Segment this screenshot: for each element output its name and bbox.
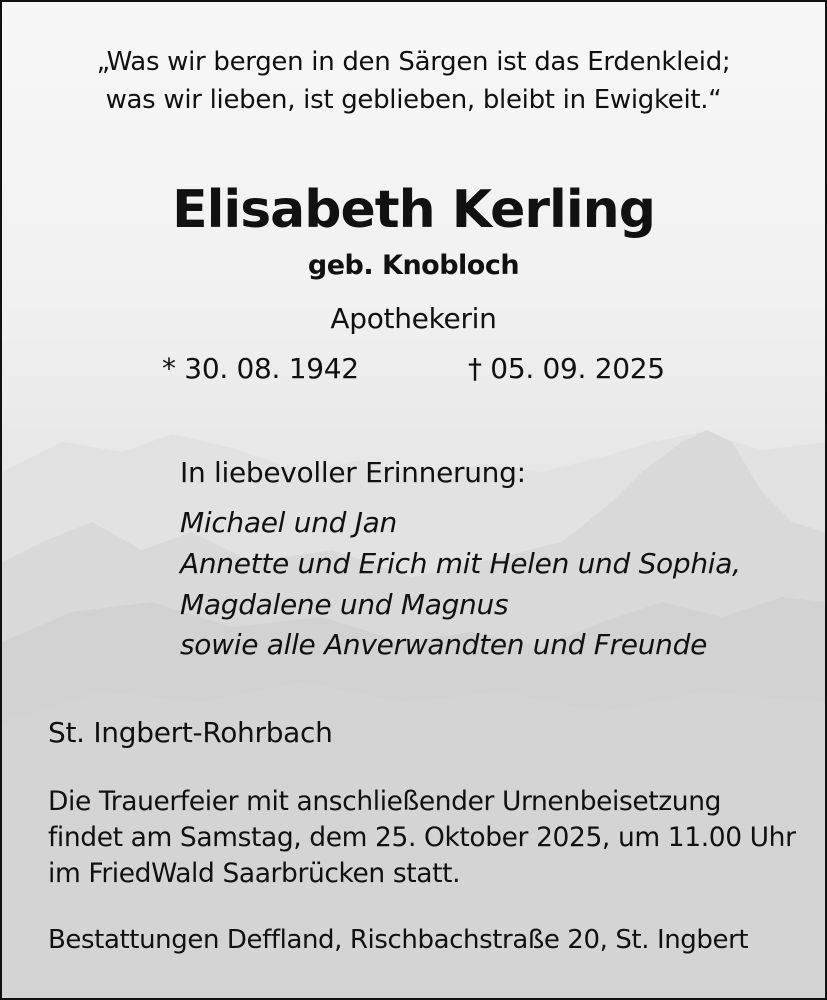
death-date: † 05. 09. 2025 — [468, 352, 665, 385]
undertaker-info: Bestattungen Deffland, Rischbachstraße 20, St. Ingbert — [48, 925, 749, 955]
service-line: im FriedWald Saarbrücken statt. — [48, 858, 461, 889]
birth-date: * 30. 08. 1942 — [162, 352, 359, 385]
service-line: Die Trauerfeier mit anschließender Urnenbeisetzung — [48, 786, 722, 817]
service-line: findet am Samstag, dem 25. Oktober 2025, um 11.00 Uhr — [48, 822, 796, 853]
mourner-line: Michael und Jan — [180, 506, 397, 539]
quote-line-1: „Was wir bergen in den Särgen ist das Erdenkleid; — [96, 47, 731, 77]
profession: Apothekerin — [330, 302, 497, 335]
mourner-line: sowie alle Anverwandten und Freunde — [180, 628, 708, 661]
mourners-heading: In liebevoller Erinnerung: — [180, 456, 526, 489]
maiden-name: geb. Knobloch — [307, 250, 520, 281]
mourner-line: Magdalene und Magnus — [180, 588, 509, 621]
place-of-residence: St. Ingbert-Rohrbach — [48, 716, 333, 749]
quote-line-2: was wir lieben, ist geblieben, bleibt in Ewigkeit.“ — [105, 85, 722, 115]
mourner-line: Annette und Erich mit Helen und Sophia, — [180, 547, 741, 580]
deceased-name: Elisabeth Kerling — [172, 180, 655, 240]
